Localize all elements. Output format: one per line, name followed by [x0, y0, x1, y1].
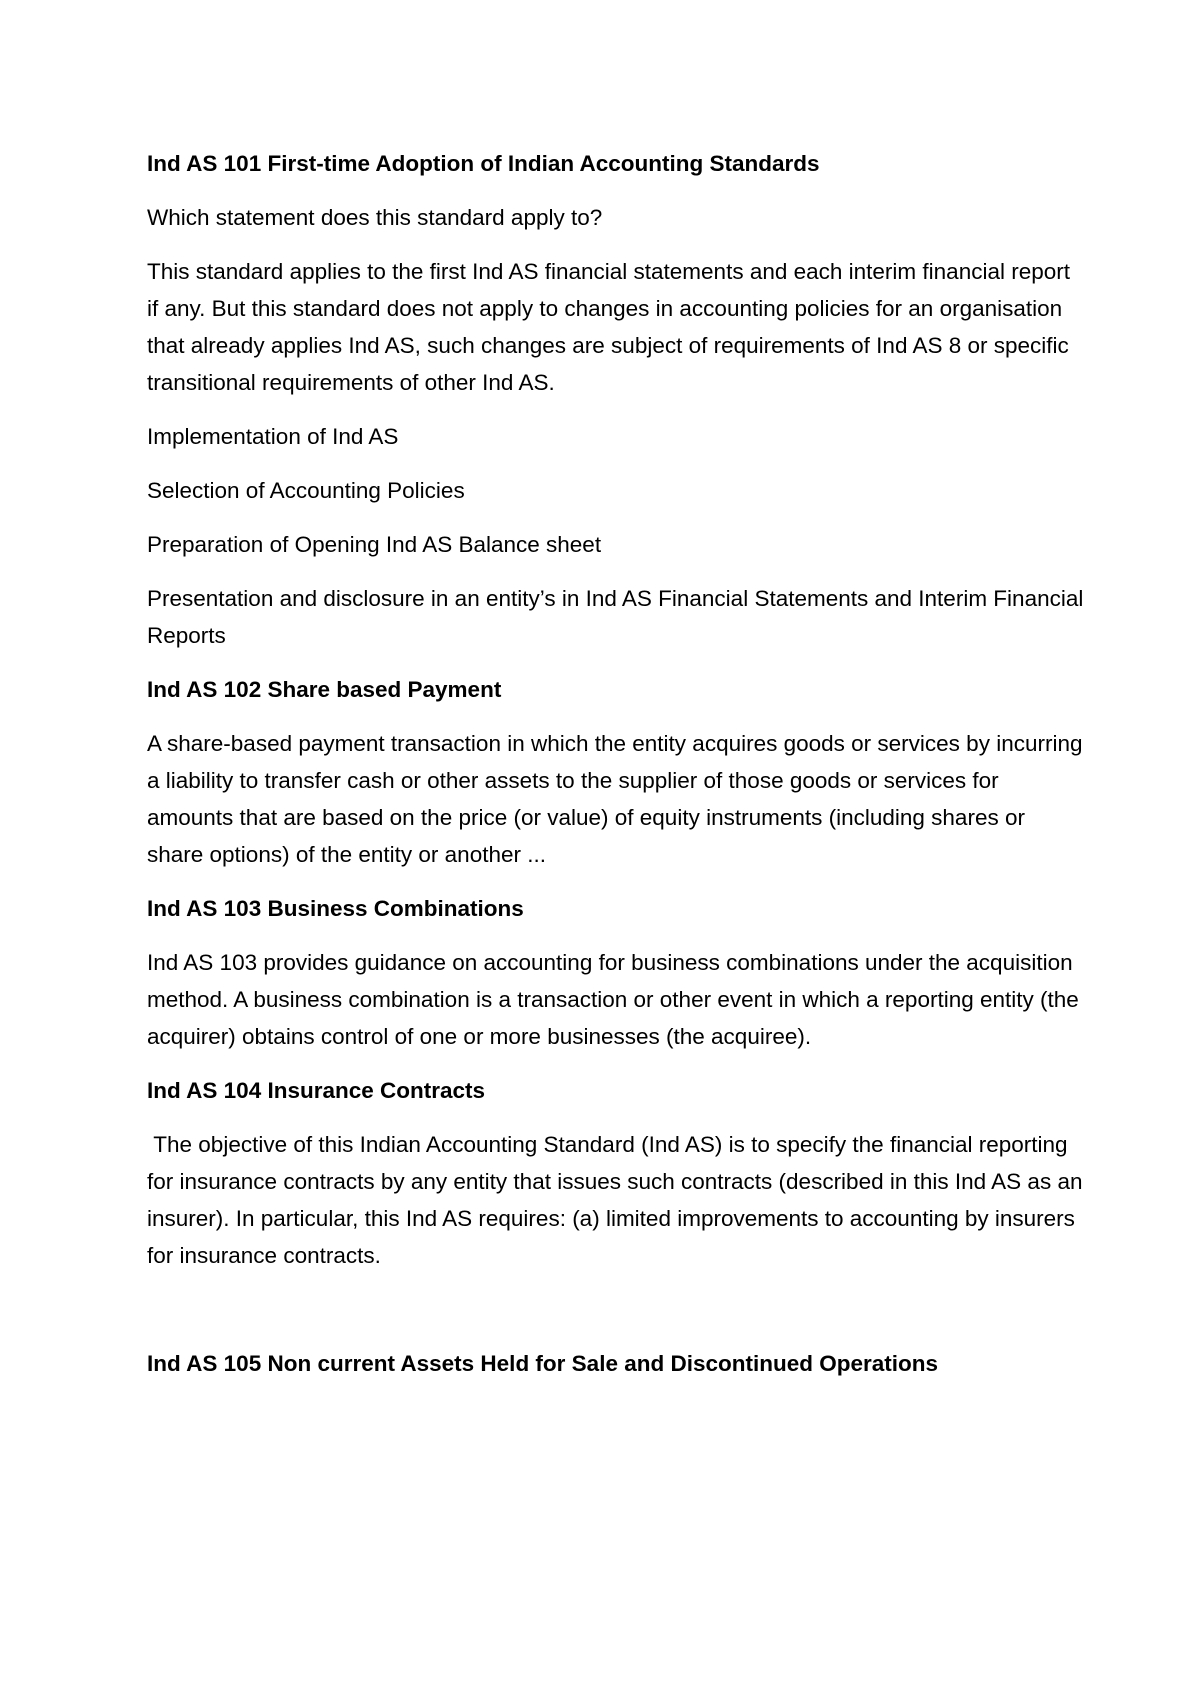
heading-ind-as-101: Ind AS 101 First-time Adoption of Indian Accounting Standards	[147, 151, 820, 176]
blank-line	[147, 1291, 1087, 1328]
heading-ind-as-105: Ind AS 105 Non current Assets Held for Sale and Discontinued Operations	[147, 1351, 938, 1376]
heading-ind-as-102: Ind AS 102 Share based Payment	[147, 677, 502, 702]
insurance-contracts-paragraph: The objective of this Indian Accounting Standard (Ind AS) is to specify the financial reporting for insurance contracts by any entity that issues such contracts (described in this Ind AS as an insurer). In particular, this Ind AS requires: (a) limited improvements to accounting by insurers for insurance contracts.	[147, 1132, 1089, 1268]
list-item-presentation: Presentation and disclosure in an entity’s in Ind AS Financial Statements and Interim Financial Reports	[147, 586, 1084, 648]
share-based-payment-paragraph: A share-based payment transaction in which the entity acquires goods or services by incurring a liability to transfer cash or other assets to the supplier of those goods or services for amounts that are based on the price (or value) of equity instruments (including shares or share options) of the entity or another ...	[147, 731, 1083, 867]
heading-ind-as-103: Ind AS 103 Business Combinations	[147, 896, 524, 921]
list-item-selection: Selection of Accounting Policies	[147, 478, 465, 503]
applicability-paragraph: This standard applies to the first Ind AS financial statements and each interim financial report if any. But this standard does not apply to changes in accounting policies for an organisation that already applies Ind AS, such changes are subject of requirements of Ind AS 8 or specific transitional requirements of other Ind AS.	[147, 259, 1070, 395]
list-item-preparation: Preparation of Opening Ind AS Balance sheet	[147, 532, 602, 557]
business-combinations-paragraph: Ind AS 103 provides guidance on accounting for business combinations under the acquisition method. A business combination is a transaction or other event in which a reporting entity (the acquirer) obtains control of one or more businesses (the acquiree).	[147, 950, 1079, 1049]
question-paragraph: Which statement does this standard apply to?	[147, 205, 603, 230]
list-item-implementation: Implementation of Ind AS	[147, 424, 399, 449]
heading-ind-as-104: Ind AS 104 Insurance Contracts	[147, 1078, 486, 1103]
document-body	[147, 145, 1087, 1399]
